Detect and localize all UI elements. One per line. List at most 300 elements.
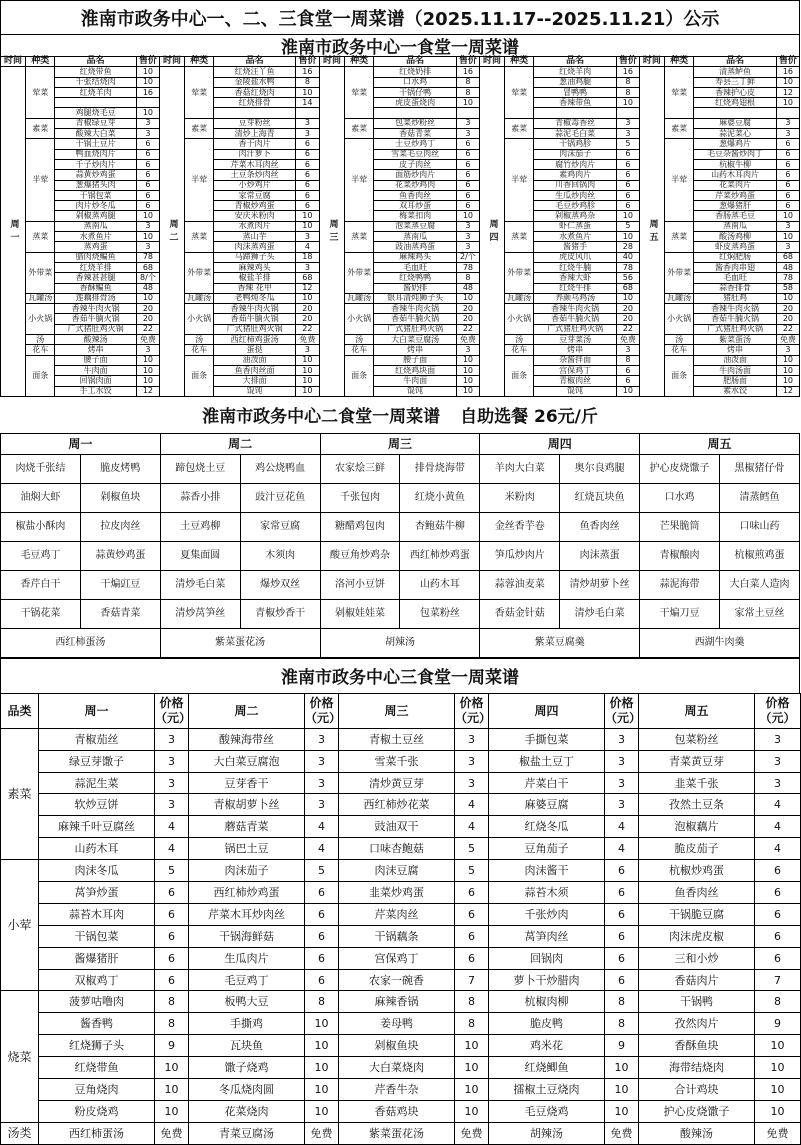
category-label: 半荤 [26,139,55,221]
dish-name: 蒜泥生菜 [39,772,155,794]
dish-name: 水煮鱼片 [534,232,617,242]
dish-price: 6 [776,170,799,180]
dish-name: 蒜香排骨 [694,283,777,293]
menu-row [1,969,801,991]
day-label: 周四 [479,67,504,397]
dish-price [295,108,319,118]
dish-name: 干煸豇豆 [80,570,160,599]
category-label: 汤 [345,335,374,345]
dish-name: 雪菜千张 [339,750,455,772]
dish-price: 6 [136,149,159,159]
dish-name: 花菜炒鸡肉 [374,180,457,190]
dish-name: 口味山药 [720,512,800,541]
canteen1-header: 品名 [534,57,617,67]
dish-price: 10 [456,376,479,386]
dish-price: 16 [776,67,799,77]
dish-price: 56 [616,273,639,283]
category-label: 半荤 [345,139,374,221]
dish-price: 6 [776,159,799,169]
dish-name: 梅菜扣肉 [374,211,457,221]
dish-name: 香辣牛肉火锅 [214,304,296,314]
category-label: 素菜 [1,728,39,859]
dish-name: 蒜蓉油麦菜 [480,570,560,599]
dish-name: 大白菜烧肉 [339,1057,455,1079]
dish-name: 香菇肉片 [639,969,755,991]
dish-name: 口水鸡 [374,77,457,87]
dish-price: 6 [456,201,479,211]
dish-name: 黑椒猪仔骨 [720,454,800,483]
category-label: 花车 [664,345,693,355]
dish-name: 紫菜蛋汤 [694,335,777,345]
dish-price: 10 [755,1079,801,1101]
dish-price: 10 [616,211,639,221]
dish-name: 鱼香肉丝 [560,512,640,541]
dish-name: 清炒莴笋丝 [160,599,240,628]
category-label: 小火锅 [664,304,693,335]
dish-name: 肥肠面 [694,376,777,386]
dish-name: 红烧小黄鱼 [400,483,480,512]
dish-price: 3 [456,221,479,231]
dish-name: 红烧牛腩 [534,262,617,272]
category-label: 素菜 [345,118,374,139]
dish-name: 酱香鸭 [39,1013,155,1035]
dish-price: 3 [136,221,159,231]
canteen1-header: 售价 [616,57,639,67]
dish-name: 手撕包菜 [489,728,605,750]
dish-name: 馄饨 [534,386,617,396]
category-label: 面条 [345,355,374,396]
dish-name: 擂椒土豆烧肉 [489,1079,605,1101]
dish-price: 4 [605,838,639,860]
dish-price: 10 [305,1079,339,1101]
dish-price: 4 [755,816,801,838]
dish-price: 8 [616,87,639,97]
category-label: 小火锅 [345,304,374,335]
category-label: 瓦罐汤 [345,293,374,303]
dish-price: 28 [616,242,639,252]
dish-name: 红烧狮子头 [39,1035,155,1057]
dish-name: 清炒上海青 [214,129,296,139]
menu-row [1,903,801,925]
menu-row [1,67,800,77]
dish-price: 10 [456,386,479,396]
dish-price: 4 [305,838,339,860]
dish-price: 10 [755,1057,801,1079]
dish-price: 6 [605,903,639,925]
canteen1-table [0,56,800,397]
dish-name: 酸汤鸡柳 [694,232,777,242]
dish-name: 板鸭大豆 [189,991,305,1013]
dish-name: 西红柿炒花菜 [339,794,455,816]
menu-row [1,139,800,149]
dish-price: 6 [605,969,639,991]
dish-name: 红烧鸡块面 [374,365,457,375]
dish-price: 6 [456,170,479,180]
dish-price: 5 [616,139,639,149]
dish-name: 姜母鸭 [339,1013,455,1035]
dish-name: 牛肉面 [55,365,137,375]
category-label: 素菜 [26,118,55,139]
dish-price: 78 [616,262,639,272]
dish-price: 6 [455,882,489,904]
dish-price: 10 [616,232,639,242]
dish-price: 6 [295,201,319,211]
dish-name: 香菇青菜 [80,599,160,628]
dish-name: 腊肉烧鳊鱼 [55,252,137,262]
dish-name: 广式猪肚鸡火锅 [374,324,457,334]
soup-name: 紫菜豆腐羹 [480,628,640,657]
dish-name: 红烧羊排 [55,262,137,272]
dish-price: 8 [455,991,489,1013]
dish-name: 护心皮烧馓子 [639,1100,755,1122]
dish-name: 肉汁萝卜 [214,149,296,159]
dish-price: 20 [456,314,479,324]
dish-name: 芹菜木耳炒肉丝 [189,903,305,925]
dish-name: 脆皮鸭 [489,1013,605,1035]
dish-price: 10 [136,108,159,118]
dish-price: 6 [136,139,159,149]
dish-name: 海带结烧肉 [639,1057,755,1079]
dish-price: 4 [455,794,489,816]
dish-price: 6 [616,170,639,180]
menu-row [1,221,800,231]
dish-name: 包菜粉丝 [400,599,480,628]
dish-name: 蹄包烧土豆 [160,454,240,483]
dish-price [136,98,159,108]
dish-name: 芹菜木耳肉丝 [214,159,296,169]
canteen1-header: 时间 [639,57,664,67]
dish-price: 6 [136,190,159,200]
dish-name: 干锅包菜 [39,925,155,947]
dish-price: 16 [616,67,639,77]
dish-price: 10 [155,1079,189,1101]
dish-name: 麻辣千叶豆腐丝 [39,816,155,838]
canteen2-price-note: 自助选餐 26元/斤 [460,407,598,428]
dish-name: 青椒茄丝 [39,728,155,750]
dish-price: 6 [616,376,639,386]
dish-price: 8/个 [136,273,159,283]
dish-price: 20 [136,304,159,314]
soup-name: 西湖牛肉羹 [640,628,800,657]
dish-name: 剁椒鱼块 [339,1035,455,1057]
dish-price: 78 [136,252,159,262]
dish-name: 豆角烧肉 [39,1079,155,1101]
canteen1-header: 售价 [456,57,479,67]
dish-price: 3 [136,242,159,252]
dish-price: 免费 [605,1122,639,1144]
dish-name: 土豆鸡柳 [160,512,240,541]
category-label: 瓦罐汤 [664,293,693,303]
dish-price: 3 [136,129,159,139]
category-label: 瓦罐汤 [505,293,534,303]
day-header: 周一 [1,433,161,454]
dish-name: 素鸡肉片 [534,170,617,180]
menu-row [1,570,800,599]
dish-name: 腰子面 [55,355,137,365]
dish-name: 葱爆鸡片 [694,139,777,149]
dish-price: 免费 [136,335,159,345]
day-label: 周二 [159,67,184,397]
dish-name: 米粉肉 [480,483,560,512]
dish-name: 豆芽香干 [189,772,305,794]
menu-row [1,1013,801,1035]
category-label: 汤类 [1,1122,39,1144]
dish-price: 3 [755,772,801,794]
category-label: 蒸菜 [664,221,693,252]
menu-row [1,1122,801,1144]
dish-name: 豉油蒸鸡蛋 [374,242,457,252]
dish-name: 老鸭炖冬瓜 [214,293,296,303]
dish-price: 20 [616,304,639,314]
dish-name: 剁椒蒸鸡腿 [55,211,137,221]
soup-name: 西红柿蛋汤 [1,628,161,657]
dish-name: 农家一碗香 [339,969,455,991]
canteen3-header: 周二 [189,693,305,728]
dish-price: 3 [305,728,339,750]
dish-name: 蒜泥海带 [640,570,720,599]
dish-price [616,108,639,118]
dish-name: 肉沫蒸蛋 [560,541,640,570]
dish-name: 蒸南瓜 [374,232,457,242]
dish-price: 3 [155,750,189,772]
dish-price: 4 [605,816,639,838]
dish-price: 20 [295,304,319,314]
dish-name: 虾仁蒸蛋 [534,221,617,231]
canteen1-header: 种类 [664,57,693,67]
category-label: 半荤 [185,139,214,221]
dish-name: 生瓜炒肉丝 [534,190,617,200]
category-label: 汤 [505,335,534,345]
dish-price: 10 [155,1100,189,1122]
dish-price: 8 [456,87,479,97]
dish-name: 芹香牛杂 [339,1079,455,1101]
dish-price: 8 [305,991,339,1013]
dish-name: 山药木耳肉片 [694,170,777,180]
dish-name: 三和小炒 [639,947,755,969]
dish-price: 4 [755,838,801,860]
dish-price: 3 [755,728,801,750]
dish-name: 清炒毛白菜 [160,570,240,599]
dish-name: 杭椒肉柳 [489,991,605,1013]
dish-price: 10 [755,1035,801,1057]
category-label: 面条 [664,355,693,396]
menu-row [1,512,800,541]
menu-row [1,728,801,750]
dish-name: 菠萝咕噜肉 [39,991,155,1013]
category-label: 外带菜 [185,252,214,293]
canteen3-header: 价格（元） [305,693,339,728]
category-label: 面条 [26,355,55,396]
dish-name: 口水鸡 [640,483,720,512]
canteen3-table [0,693,801,1145]
dish-name: 香肠蒸毛豆 [694,211,777,221]
canteen3-header: 周五 [639,693,755,728]
category-label: 瓦罐汤 [26,293,55,303]
dish-price: 6 [136,159,159,169]
menu-row [1,794,801,816]
dish-name: 夏集面圆 [160,541,240,570]
dish-price: 8 [616,355,639,365]
dish-name: 清炒黄豆芽 [339,772,455,794]
dish-name: 软炒豆饼 [39,794,155,816]
dish-price: 免费 [455,1122,489,1144]
dish-name: 麻婆豆腐 [694,118,777,128]
dish-name: 川香回锅肉 [534,180,617,190]
dish-name: 剁椒鱼块 [80,483,160,512]
dish-name: 香辣牛肉火锅 [55,304,137,314]
menu-row [1,1035,801,1057]
dish-name: 酸辣汤 [55,335,137,345]
dish-name: 牛肉汤面 [694,365,777,375]
dish-name: 馄饨 [214,386,296,396]
dish-price: 8 [456,273,479,283]
canteen1-header: 售价 [295,57,319,67]
dish-name: 豆芽粉丝 [214,118,296,128]
dish-name: 青椒毒香丝 [534,118,617,128]
dish-price: 6 [136,180,159,190]
dish-name: 香菇鸡块 [339,1100,455,1122]
dish-name: 蒜泥毛白菜 [534,129,617,139]
canteen1-header: 时间 [479,57,504,67]
dish-name: 毛血旺 [694,273,777,283]
dish-price: 20 [136,314,159,324]
dish-name: 包菜粉丝 [639,728,755,750]
dish-price: 6 [136,170,159,180]
dish-price: 6 [755,903,801,925]
dish-price: 18 [295,252,319,262]
dish-name: 韭菜千张 [639,772,755,794]
dish-name: 椒盐小酥肉 [1,512,81,541]
dish-name: 爆炒双丝 [240,570,320,599]
dish-name: 紫菜蛋花汤 [339,1122,455,1144]
dish-price: 5 [305,860,339,882]
dish-name: 西红柿炒鸡蛋 [189,882,305,904]
canteen3-header: 价格（元） [755,693,801,728]
canteen1-header: 时间 [319,57,344,67]
dish-name: 香菇青菜 [374,129,457,139]
canteen1-header: 品名 [55,57,137,67]
dish-price: 6 [455,947,489,969]
dish-name: 猪肚鸡 [694,293,777,303]
dish-name: 杭椒煎鸡蛋 [720,541,800,570]
dish-price: 3 [616,118,639,128]
dish-price: 78 [456,262,479,272]
dish-name: 香辣牛肉火锅 [694,304,777,314]
dish-price: 20 [776,314,799,324]
dish-price: 3 [456,129,479,139]
dish-name: 烤串 [55,345,137,355]
dish-price: 10 [305,1057,339,1079]
dish-name: 土豆炒鸡丁 [374,139,457,149]
menu-row [1,882,801,904]
dish-name: 杂酱拌面 [534,355,617,365]
dish-price: 6 [755,947,801,969]
dish-price: 8 [295,77,319,87]
day-header: 周三 [320,433,480,454]
menu-row [1,252,800,262]
canteen3-header: 周一 [39,693,155,728]
dish-price: 10 [455,1100,489,1122]
dish-name: 面筋炒肉片 [374,170,457,180]
dish-price: 5 [455,838,489,860]
dish-name: 酱奶排 [374,283,457,293]
dish-price: 3 [755,750,801,772]
dish-name: 大白菜豆腐泡 [189,750,305,772]
canteen1-title: 淮南市政务中心一食堂一周菜谱 [0,34,800,56]
dish-name: 香酥鱼块 [639,1035,755,1057]
dish-name: 蒜苔木须 [489,882,605,904]
dish-name: 广式猪肚鸡火锅 [214,324,296,334]
menu-row [1,293,800,303]
dish-price: 10 [776,355,799,365]
dish-name: 农家烩三鲜 [320,454,400,483]
dish-name: 手工水饺 [55,386,137,396]
dish-price: 6 [776,139,799,149]
dish-name: 干锅海鲜菇 [189,925,305,947]
dish-name: 青椒炒鸡蛋 [214,201,296,211]
dish-price: 9 [605,1035,639,1057]
dish-price: 10 [136,365,159,375]
dish-name: 广式猪肚鸡火锅 [55,324,137,334]
dish-price: 78 [776,273,799,283]
dish-price: 3 [605,772,639,794]
dish-name: 笋瓜炒肉片 [480,541,560,570]
dish-name: 毛豆杂酱炒肉丁 [694,149,777,159]
dish-price: 10 [295,386,319,396]
dish-name: 香茹牛腩火锅 [214,314,296,324]
dish-name: 香辣牛肉火锅 [534,304,617,314]
dish-price: 6 [456,180,479,190]
menu-row [1,816,801,838]
canteen1-header: 时间 [1,57,26,67]
dish-name: 红烧汪丫鱼 [214,67,296,77]
dish-price: 3 [455,772,489,794]
dish-name: 毛豆鸡丁 [189,969,305,991]
canteen2-section [0,397,800,658]
canteen1-header: 售价 [136,57,159,67]
dish-name: 剁椒蒸鸡杂 [534,211,617,221]
dish-name: 烤串 [534,345,617,355]
dish-name: 生瓜肉片 [189,947,305,969]
canteen2-table [0,433,800,658]
dish-price: 12 [295,283,319,293]
dish-price: 68 [136,262,159,272]
dish-name: 香辣带鱼 [534,98,617,108]
dish-name: 皮子肉丝 [374,159,457,169]
dish-name: 干锅花菜 [1,599,81,628]
dish-name: 羊肉大白菜 [480,454,560,483]
dish-name: 孜然肉片 [639,1013,755,1035]
dish-price: 10 [456,211,479,221]
dish-name: 干锅鸭 [639,991,755,1013]
dish-name: 青椒胡萝卜丝 [189,794,305,816]
dish-name: 麻辣香锅 [339,991,455,1013]
dish-name: 西红柿炒鸡蛋 [400,541,480,570]
canteen1-header: 种类 [345,57,374,67]
dish-price: 5 [455,860,489,882]
dish-name: 青椒炒香干 [240,599,320,628]
dish-price: 6 [155,882,189,904]
menu-row [1,991,801,1013]
dish-name: 毛豆鸡丁 [1,541,81,570]
dish-name: 回锅肉面 [55,376,137,386]
dish-price: 6 [295,190,319,200]
dish-name: 鸡公烧鸭血 [240,454,320,483]
dish-name: 山药木耳 [39,838,155,860]
dish-name: 酱猪手 [534,242,617,252]
dish-price: 68 [295,273,319,283]
dish-price: 10 [455,1035,489,1057]
